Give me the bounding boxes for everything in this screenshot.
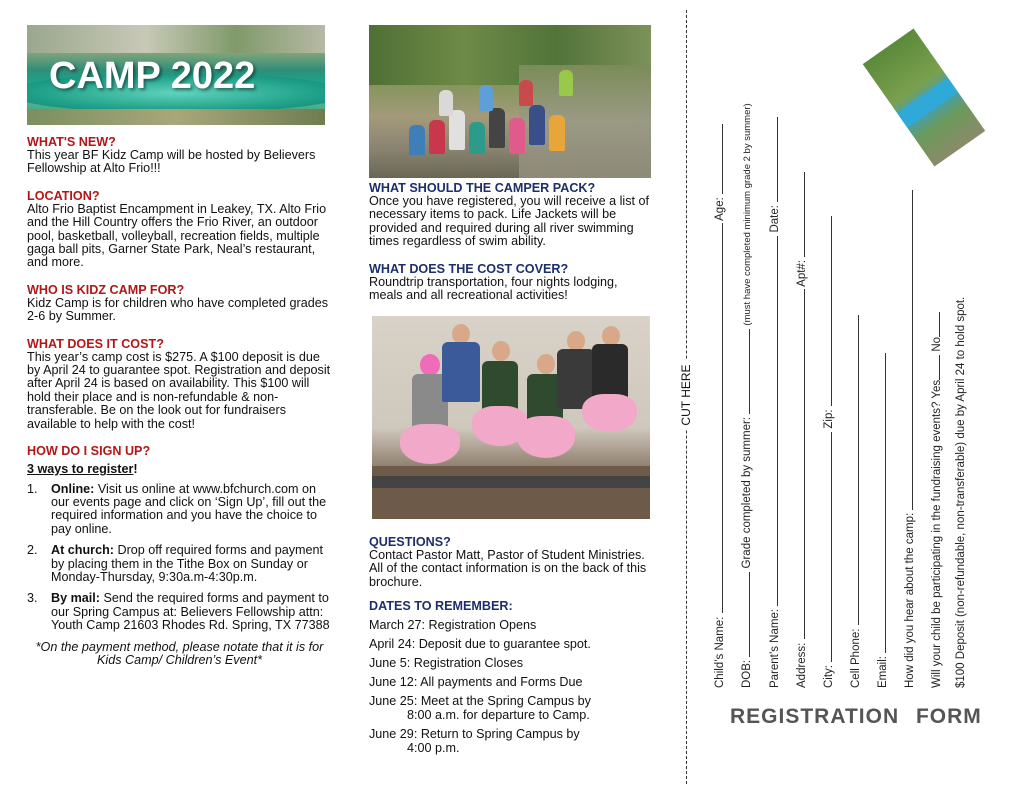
cell-phone-line: Cell Phone: [847, 315, 862, 688]
deposit-line: $100 Deposit (non-refundable, non-transferable) due by April 24 to hold spot. [955, 296, 967, 688]
list-item: June 25: Meet at the Spring Campus by 8:00 a.m. for departure to Camp. [369, 694, 591, 723]
list-item: 1. Online: Visit us online at www.bfchurch.com on our events page and click on ‘Sign Up’, fill out the required information and you have the choice to pay online. [27, 481, 327, 536]
cost-heading: WHAT DOES IT COST? [27, 336, 164, 351]
dob-grade-line: DOB: Grade completed by summer: (must have completed minimum grade 2 by summer) [738, 103, 753, 688]
hear-about-line: How did you hear about the camp: [901, 190, 916, 688]
list-item: April 24: Deposit due to guarantee spot. [369, 637, 591, 652]
who-heading: WHO IS KIDZ CAMP FOR? [27, 282, 185, 297]
parent-date-line: Parent’s Name: Date: [766, 117, 781, 688]
list-item: March 27: Registration Opens [369, 618, 537, 633]
river-photo [863, 29, 985, 167]
location-text: Alto Frio Baptist Encampment in Leakey, TX. Alto Frio and the Hill Country offers the Frio River, an outdoor pool, basketball, volleyball, recreation fields, multiple gaga ball pits, Garner State Park, Neal’s restaurant, and more. [27, 201, 327, 270]
cover-text: Roundtrip transportation, four nights lodging, meals and all recreational activities! [369, 274, 618, 303]
dates-list [369, 618, 659, 755]
dates-heading: DATES TO REMEMBER: [369, 599, 513, 614]
questions-heading: QUESTIONS? [369, 535, 451, 549]
cost-text: This year’s camp cost is $275. A $100 deposit is due by April 24 to guarantee spot. Registration and deposit after April 24 is based on availability. This $100 will hold their place and is non-refundable & non-transferable. Be on the look out for fundraisers available to help with the cost! [27, 349, 331, 431]
list-item: June 29: Return to Spring Campus by 4:00 p.m. [369, 727, 580, 756]
ways-title: 3 ways to register! [27, 462, 138, 477]
middle-column-lower [369, 535, 659, 760]
questions-text: Contact Pastor Matt, Pastor of Student Ministries. All of the contact information is on the back of this brochure. [369, 548, 647, 589]
register-ways-list [27, 483, 332, 633]
pack-text: Once you have registered, you will receive a list of necessary items to pack. Life Jackets will be provided and required during all river swimming times regardless of swim ability. [369, 194, 649, 249]
signup-heading: HOW DO I SIGN UP? [27, 444, 151, 459]
left-column [27, 135, 332, 680]
list-item: June 5: Registration Closes [369, 656, 524, 671]
list-item: June 12: All payments and Forms Due [369, 675, 583, 690]
cut-here-label: CUT HERE [679, 360, 693, 429]
email-line: Email: [874, 353, 889, 688]
whats-new-text: This year BF Kidz Camp will be hosted by Believers Fellowship at Alto Frio!!! [27, 148, 316, 176]
who-text: Kidz Camp is for children who have completed grades 2-6 by Summer. [27, 295, 329, 324]
fundraising-line: Will your child be participating in the fundraising events? Yes No [928, 312, 943, 688]
location-heading: LOCATION? [27, 188, 100, 203]
address-line: Address: Apt#: [793, 172, 808, 688]
payment-note: *On the payment method, please notate that it is for Kids Camp/ Children’s Event* [35, 639, 324, 667]
whats-new-heading: WHAT'S NEW? [27, 135, 116, 149]
camp-banner-image [27, 25, 325, 125]
banner-title: CAMP 2022 [49, 55, 256, 97]
child-name-line: Child’s Name: Age: [711, 124, 726, 688]
pack-heading: WHAT SHOULD THE CAMPER PACK? [369, 181, 596, 195]
list-item: 3. By mail: Send the required forms and payment to our Spring Campus at: Believers Fellowship attn: Youth Camp 21603 Rhodes Rd. Spring, TX 77388 [27, 591, 330, 633]
leaders-tutu-photo [372, 316, 650, 519]
city-zip-line: City: Zip: [820, 216, 835, 688]
cover-heading: WHAT DOES THE COST COVER? [369, 261, 569, 276]
campers-group-photo [369, 25, 651, 178]
registration-form-title: REGISTRATION FORM [730, 705, 982, 728]
middle-column [369, 181, 654, 302]
list-item: 2. At church: Drop off required forms and payment by placing them in the Tithe Box on Sunday or Monday-Thursday, 9:30a.m-4:30p.m. [27, 543, 324, 584]
